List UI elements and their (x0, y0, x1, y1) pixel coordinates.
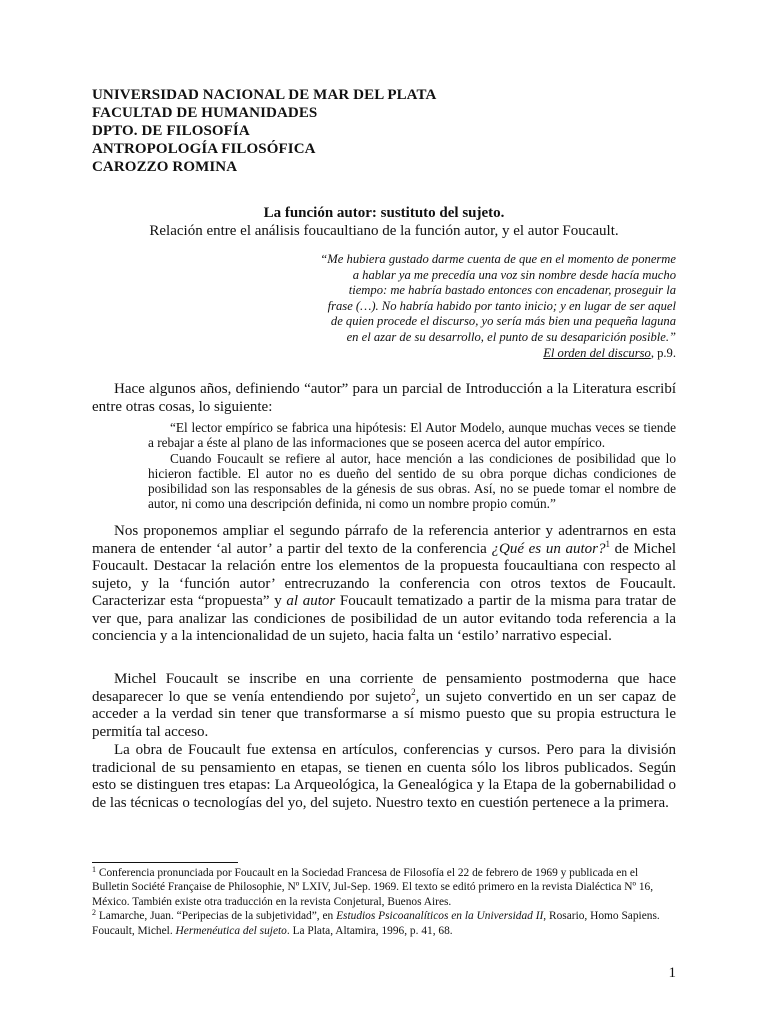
paragraph-proposal-text-b: de Michel Foucault. Destacar la relación entre los elementos de la propuesta foucaultiana con respecto al sujeto, y la ‘función autor’ entrecruzando la conferencia con otros textos de Foucault. Caracterizar esta “propuesta” y (92, 540, 676, 609)
footnote-ref-2: 2 (411, 686, 416, 697)
block-quote-part1: “El lector empírico se fabrica una hipótesis: El Autor Modelo, aunque muchas veces se tiende a rebajar a éste al plano de las informaciones que se poseen acerca del autor empírico. (148, 420, 676, 451)
footnote-1-text: Conferencia pronunciada por Foucault en la Sociedad Francesa de Filosofía el 22 de febrero de 1969 y publicada en el Bulletin Société Française de Philosophie, Nº LXIV, Jul-Sep. 1969. El texto se editó primero en la revista Dialéctica Nº 16, México. También existe otra traducción en la revista Conjetural, Buenos Aires. (92, 867, 654, 908)
paragraph-intro (92, 381, 676, 512)
header-course: ANTROPOLOGÍA FILOSÓFICA (92, 141, 316, 157)
document-subtitle: Relación entre el análisis foucaultiano de la función autor, y el autor Foucault. (149, 223, 619, 239)
epigraph-line: frase (…). No habría habido por tanto inicio; y en lugar de ser aquel (327, 298, 676, 313)
block-quote-part2: Cuando Foucault se refiere al autor, hace mención a las condiciones de posibilidad que lo hicieron factible. El autor no es dueño del sentido de su obra porque dichas condiciones de posibilidad son las responsables de la génesis de sus obras. Así, no se puede tomar el nombre de autor, ni como una descripción definida, ni como un nombre propio común.” (148, 450, 676, 512)
footnote-2 (92, 909, 676, 938)
document-title: La función autor: sustituto del sujeto. (263, 205, 505, 221)
footnote-2-book-title-1: Estudios Psicoanalíticos en la Universidad II (336, 910, 544, 923)
paragraph-intro-text: Hace algunos años, definiendo “autor” para un parcial de Introducción a la Literatura escribí entre otras cosas, lo siguiente: (92, 381, 676, 415)
footnote-2-text-c: . La Plata, Altamira, 1996, p. 41, 68. (286, 924, 453, 937)
epigraph-line: a hablar ya me precedía una voz sin nombre desde hacía mucho (352, 267, 676, 282)
footnote-1 (92, 866, 676, 909)
footnote-2-text-a: Lamarche, Juan. “Peripecias de la subjetividad”, en (96, 910, 337, 923)
header-author: CAROZZO ROMINA (92, 159, 238, 175)
paragraph-proposal-italic: al autor (286, 593, 336, 609)
block-quote (148, 420, 676, 512)
epigraph-line: “Me hubiera gustado darme cuenta de que en el momento de ponerme (320, 252, 676, 266)
paragraph-stages: La obra de Foucault fue extensa en artículos, conferencias y cursos. Pero para la división tradicional de su pensamiento en etapas, se tienen en cuenta sólo los libros publicados. Según esto se distinguen tres etapas: La Arqueológica, la Genealógica y la Etapa de la gobernabilidad o de las técnicas o tecnologías del yo, del sujeto. Nuestro texto en cuestión pertenece a la primera. (92, 742, 676, 811)
page-number: 1 (668, 965, 676, 981)
title-block (92, 204, 676, 240)
paragraph-subject-text-b: , un sujeto convertido en un ser capaz de acceder a la verdad sin tener que transformarse a sí mismo puesto que su propia estructura le permitía tal acceso. (92, 688, 676, 740)
header-university: UNIVERSIDAD NACIONAL DE MAR DEL PLATA (92, 87, 437, 103)
paragraph-subject (92, 671, 676, 741)
lecture-title: ¿Qué es un autor? (491, 540, 606, 557)
header-faculty: FACULTAD DE HUMANIDADES (92, 105, 318, 121)
epigraph (304, 252, 676, 361)
paragraph-proposal-text-a: Nos proponemos ampliar el segundo párrafo de la referencia anterior y adentrarnos en esta manera de entender ‘al autor’ a partir del texto de la conferencia (92, 523, 676, 557)
paragraph-subject-text-a: Michel Foucault se inscribe en una corriente de pensamiento postmoderna que hace desaparecer lo que se venía entendiendo por sujeto (92, 671, 676, 705)
footnote-2-number: 2 (92, 908, 96, 918)
paragraph-proposal-text-c: Foucault tematizado a partir de la misma para tratar de ver que, para analizar las condiciones de posibilidad de un autor evitando toda referencia a la conciencia y a la intencionalidad de un sujeto, hacia falta un ‘estilo’ narrativo especial. (92, 593, 676, 644)
footnote-2-text-b: , Rosario, Homo Sapiens. Foucault, Michel. (92, 910, 660, 937)
footnotes (92, 866, 676, 938)
epigraph-line: en el azar de su desarrollo, el punto de su desaparición posible.” (346, 329, 676, 344)
footnote-ref-1: 1 (605, 538, 610, 549)
epigraph-source (304, 346, 676, 362)
footnote-separator (92, 862, 238, 863)
paragraph-proposal (92, 523, 676, 646)
epigraph-line: tiempo: me habría bastado entonces con encadenar, proseguir la (348, 283, 676, 298)
footnote-2-book-title-2: Hermenéutica del sujeto (175, 924, 287, 937)
header-department: DPTO. DE FILOSOFÍA (92, 123, 250, 139)
epigraph-source-page: , p.9. (650, 345, 676, 360)
epigraph-source-title: El orden del discurso (543, 345, 651, 360)
institution-header (92, 86, 652, 176)
footnote-1-number: 1 (92, 865, 96, 874)
epigraph-line: de quien procede el discurso, yo sería más bien una pequeña laguna (330, 314, 676, 329)
